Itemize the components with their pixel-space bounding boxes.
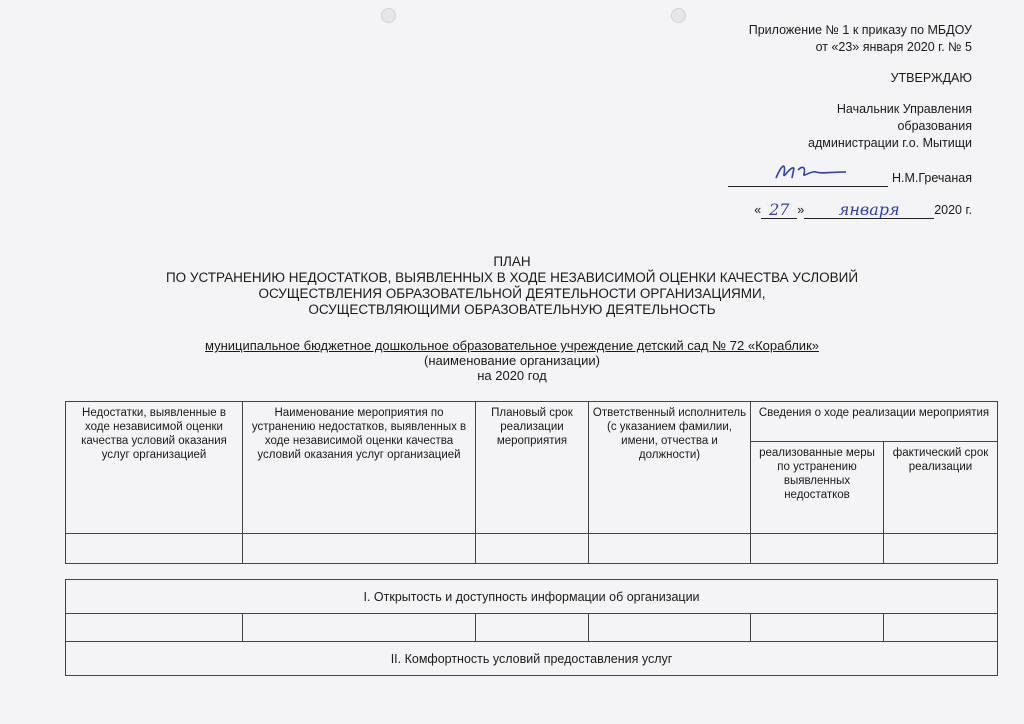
table-cell [243, 534, 476, 564]
title-line: ПО УСТРАНЕНИЮ НЕДОСТАТКОВ, ВЫЯВЛЕННЫХ В ХОДЕ НЕЗАВИСИМОЙ ОЦЕНКИ КАЧЕСТВА УСЛОВИЙ [165, 270, 859, 285]
organization-name: муниципальное бюджетное дошкольное образовательное учреждение детский сад № 72 «Кораблик» [205, 338, 819, 353]
approval-date: « 27 » января 2020 г. [754, 200, 972, 219]
handwritten-signature [772, 160, 852, 184]
punch-hole [671, 8, 686, 23]
title-line: ПЛАН [493, 254, 531, 269]
header-cell: реализованные меры по устранению выявленных недостатков [751, 442, 884, 534]
date-month: января [804, 201, 934, 219]
header-cell: Сведения о ходе реализации мероприятия [751, 402, 998, 442]
date-day: 27 [761, 201, 797, 219]
punch-hole [381, 8, 396, 23]
title-line: ОСУЩЕСТВЛЯЮЩИМИ ОБРАЗОВАТЕЛЬНУЮ ДЕЯТЕЛЬНОСТЬ [308, 302, 716, 317]
table-cell [589, 614, 751, 642]
order-date-line: от «23» января 2020 г. № 5 [815, 40, 972, 54]
signature-row [592, 164, 972, 187]
title-line: ОСУЩЕСТВЛЕНИЯ ОБРАЗОВАТЕЛЬНОЙ ДЕЯТЕЛЬНОСТИ ОРГАНИЗАЦИЯМИ, [258, 286, 766, 301]
appendix-line: Приложение № 1 к приказу по МБДОУ [748, 23, 972, 37]
position-line: Начальник Управления [836, 102, 972, 116]
table-cell [589, 534, 751, 564]
header-cell: фактический срок реализации [884, 442, 998, 534]
organization-caption: (наименование организации) [424, 353, 600, 368]
table-cell [66, 614, 243, 642]
table-cell [66, 534, 243, 564]
document-title [60, 254, 964, 318]
position-line: образования [897, 119, 972, 133]
date-year: 2020 г. [934, 203, 972, 217]
table-cell [884, 614, 998, 642]
table-cell [476, 614, 589, 642]
plan-year: на 2020 год [477, 368, 547, 383]
section-heading: II. Комфортность условий предоставления услуг [66, 642, 998, 676]
table-cell [751, 614, 884, 642]
table-cell [884, 534, 998, 564]
signature-line [728, 164, 888, 187]
header-cell: Ответственный исполнитель (с указанием фамилии, имени, отчества и должности) [589, 402, 751, 534]
section-heading: I. Открытость и доступность информации об организации [66, 580, 998, 614]
table-cell [476, 534, 589, 564]
table-cell [243, 614, 476, 642]
signer-name: Н.М.Гречаная [891, 171, 972, 185]
header-cell: Наименование мероприятия по устранению недостатков, выявленных в ходе независимой оценки качества условий оказания услуг организацией [243, 402, 476, 534]
organization-block [60, 338, 964, 383]
position-line: администрации г.о. Мытищи [808, 136, 972, 150]
header-cell: Плановый срок реализации мероприятия [476, 402, 589, 534]
table-cell [751, 534, 884, 564]
approve-heading: УТВЕРЖДАЮ [890, 71, 972, 85]
plan-table [65, 401, 998, 564]
sections-table [65, 579, 998, 676]
approval-block [592, 22, 972, 219]
header-cell: Недостатки, выявленные в ходе независимой оценки качества условий оказания услуг организацией [66, 402, 243, 534]
